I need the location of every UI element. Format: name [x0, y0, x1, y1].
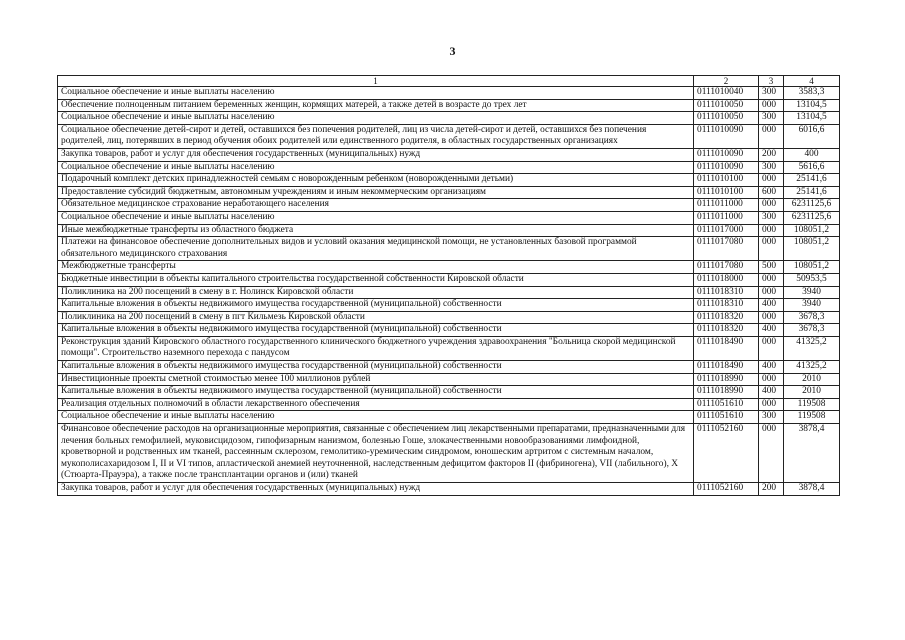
row-name-cell: Инвестиционные проекты сметной стоимостью менее 100 миллионов рублей [58, 373, 694, 386]
row-name-cell: Межбюджетные трансферты [58, 261, 694, 274]
row-code-cell: 0111018320 [694, 324, 759, 337]
row-type-cell: 400 [759, 386, 784, 399]
row-type-cell: 400 [759, 324, 784, 337]
row-name-cell: Поликлиника на 200 посещений в смену в г. Нолинск Кировской области [58, 286, 694, 299]
row-amount-cell: 3678,3 [784, 311, 840, 324]
row-amount-cell: 13104,5 [784, 99, 840, 112]
row-code-cell: 0111017000 [694, 224, 759, 237]
row-code-cell: 0111018310 [694, 286, 759, 299]
row-amount-cell: 119508 [784, 411, 840, 424]
row-amount-cell: 3583,3 [784, 87, 840, 100]
row-name-cell: Обязательное медицинское страхование неработающего населения [58, 199, 694, 212]
row-name-cell: Закупка товаров, работ и услуг для обеспечения государственных (муниципальных) нужд [58, 148, 694, 161]
row-type-cell: 400 [759, 361, 784, 374]
header-col-4: 4 [784, 76, 840, 87]
row-type-cell: 000 [759, 174, 784, 187]
row-amount-cell: 50953,5 [784, 273, 840, 286]
row-type-cell: 000 [759, 99, 784, 112]
row-type-cell: 200 [759, 148, 784, 161]
row-amount-cell: 119508 [784, 398, 840, 411]
row-name-cell: Предоставление субсидий бюджетным, автономным учреждениям и иным некоммерческим организациям [58, 186, 694, 199]
table-row [58, 87, 840, 100]
row-amount-cell: 25141,6 [784, 174, 840, 187]
table-row [58, 161, 840, 174]
row-name-cell: Капитальные вложения в объекты недвижимого имущества государственной (муниципальной) собственности [58, 324, 694, 337]
row-amount-cell: 2010 [784, 386, 840, 399]
row-amount-cell: 13104,5 [784, 112, 840, 125]
table-row [58, 424, 840, 483]
row-code-cell: 0111010090 [694, 161, 759, 174]
row-name-cell: Капитальные вложения в объекты недвижимого имущества государственной (муниципальной) собственности [58, 386, 694, 399]
row-type-cell: 200 [759, 483, 784, 496]
row-code-cell: 0111010040 [694, 87, 759, 100]
row-amount-cell: 400 [784, 148, 840, 161]
row-type-cell: 000 [759, 273, 784, 286]
row-amount-cell: 6231125,6 [784, 211, 840, 224]
row-amount-cell: 5616,6 [784, 161, 840, 174]
row-name-cell: Капитальные вложения в объекты недвижимого имущества государственной (муниципальной) собственности [58, 299, 694, 312]
table-row [58, 174, 840, 187]
row-type-cell: 400 [759, 299, 784, 312]
table-row [58, 211, 840, 224]
row-code-cell: 0111051610 [694, 398, 759, 411]
row-code-cell: 0111010090 [694, 148, 759, 161]
row-name-cell: Социальное обеспечение и иные выплаты населению [58, 411, 694, 424]
row-type-cell: 000 [759, 424, 784, 483]
row-code-cell: 0111051610 [694, 411, 759, 424]
row-amount-cell: 25141,6 [784, 186, 840, 199]
row-name-cell: Иные межбюджетные трансферты из областного бюджета [58, 224, 694, 237]
table-row [58, 324, 840, 337]
row-code-cell: 0111018490 [694, 336, 759, 360]
row-type-cell: 300 [759, 211, 784, 224]
table-row [58, 311, 840, 324]
row-name-cell: Платежи на финансовое обеспечение дополнительных видов и условий оказания медицинской помощи, не установленных базовой программой обязательного медицинского страхования [58, 237, 694, 261]
row-name-cell: Социальное обеспечение и иные выплаты населению [58, 161, 694, 174]
row-name-cell: Социальное обеспечение и иные выплаты населению [58, 211, 694, 224]
row-type-cell: 000 [759, 336, 784, 360]
row-name-cell: Поликлиника на 200 посещений в смену в пгт Кильмезь Кировской области [58, 311, 694, 324]
header-col-1: 1 [58, 76, 694, 87]
row-name-cell: Реализация отдельных полномочий в области лекарственного обеспечения [58, 398, 694, 411]
row-type-cell: 000 [759, 199, 784, 212]
row-code-cell: 0111017080 [694, 237, 759, 261]
row-amount-cell: 108051,2 [784, 261, 840, 274]
row-type-cell: 000 [759, 124, 784, 148]
row-amount-cell: 3878,4 [784, 424, 840, 483]
row-type-cell: 300 [759, 87, 784, 100]
row-type-cell: 000 [759, 224, 784, 237]
row-type-cell: 000 [759, 398, 784, 411]
row-name-cell: Социальное обеспечение и иные выплаты населению [58, 87, 694, 100]
row-code-cell: 0111052160 [694, 424, 759, 483]
row-code-cell: 0111010100 [694, 186, 759, 199]
table-row [58, 386, 840, 399]
row-amount-cell: 2010 [784, 373, 840, 386]
row-amount-cell: 3940 [784, 299, 840, 312]
row-type-cell: 300 [759, 161, 784, 174]
row-code-cell: 0111010050 [694, 112, 759, 125]
row-amount-cell: 108051,2 [784, 224, 840, 237]
row-code-cell: 0111052160 [694, 483, 759, 496]
row-code-cell: 0111010050 [694, 99, 759, 112]
row-type-cell: 000 [759, 373, 784, 386]
row-code-cell: 0111018000 [694, 273, 759, 286]
table-row [58, 124, 840, 148]
table-row [58, 273, 840, 286]
row-amount-cell: 41325,2 [784, 336, 840, 360]
row-code-cell: 0111018310 [694, 299, 759, 312]
row-code-cell: 0111018490 [694, 361, 759, 374]
table-row [58, 199, 840, 212]
table-row [58, 483, 840, 496]
row-amount-cell: 6016,6 [784, 124, 840, 148]
row-amount-cell: 41325,2 [784, 361, 840, 374]
table-row [58, 224, 840, 237]
table-row [58, 299, 840, 312]
row-code-cell: 0111010090 [694, 124, 759, 148]
table-row [58, 336, 840, 360]
table-row [58, 398, 840, 411]
row-amount-cell: 3878,4 [784, 483, 840, 496]
row-type-cell: 000 [759, 286, 784, 299]
table-row [58, 361, 840, 374]
table-row [58, 411, 840, 424]
row-name-cell: Реконструкция зданий Кировского областного государственного клинического бюджетного учреждения здравоохранения "Больница скорой медицинской помощи". Строительство наземного перехода с пандусом [58, 336, 694, 360]
row-type-cell: 300 [759, 411, 784, 424]
row-type-cell: 500 [759, 261, 784, 274]
header-col-3: 3 [759, 76, 784, 87]
page-number: 3 [449, 44, 456, 58]
row-name-cell: Обеспечение полноценным питанием беременных женщин, кормящих матерей, а также детей в возрасте до трех лет [58, 99, 694, 112]
row-name-cell: Социальное обеспечение и иные выплаты населению [58, 112, 694, 125]
row-amount-cell: 6231125,6 [784, 199, 840, 212]
budget-table [57, 75, 840, 496]
row-type-cell: 600 [759, 186, 784, 199]
row-code-cell: 0111010100 [694, 174, 759, 187]
row-amount-cell: 3678,3 [784, 324, 840, 337]
row-code-cell: 0111018320 [694, 311, 759, 324]
table-row [58, 186, 840, 199]
table-row [58, 112, 840, 125]
row-amount-cell: 108051,2 [784, 237, 840, 261]
table-row [58, 261, 840, 274]
table-row [58, 286, 840, 299]
row-code-cell: 0111011000 [694, 199, 759, 212]
row-code-cell: 0111011000 [694, 211, 759, 224]
row-name-cell: Подарочный комплект детских принадлежностей семьям с новорожденным ребенком (новорожденными детьми) [58, 174, 694, 187]
row-name-cell: Бюджетные инвестиции в объекты капитального строительства государственной собственности Кировской области [58, 273, 694, 286]
row-name-cell: Социальное обеспечение детей-сирот и детей, оставшихся без попечения родителей, лиц из числа детей-сирот и детей, оставшихся без попечения родителей, лиц, потерявших в период обучения обоих родителей или единственного родителя, в областных государственных организациях [58, 124, 694, 148]
table-row [58, 237, 840, 261]
table-row [58, 148, 840, 161]
row-code-cell: 0111017080 [694, 261, 759, 274]
table-row [58, 373, 840, 386]
header-row [58, 76, 840, 87]
table-row [58, 99, 840, 112]
row-name-cell: Капитальные вложения в объекты недвижимого имущества государственной (муниципальной) собственности [58, 361, 694, 374]
row-code-cell: 0111018990 [694, 386, 759, 399]
row-name-cell: Закупка товаров, работ и услуг для обеспечения государственных (муниципальных) нужд [58, 483, 694, 496]
row-name-cell: Финансовое обеспечение расходов на организационные мероприятия, связанные с обеспечением лиц лекарственными препаратами, предназначенными для лечения больных гемофилией, муковисцидозом, гипофизарным нанизмом, болезнью Гоше, злокачественными новообразованиями лимфоидной, кроветворной и родственных им тканей, рассеянным склерозом, гемолитико-уремическим синдромом, юношеским артритом с системным началом, мукополисахаридозом I, II и VI типов, апластической анемией неуточненной, наследственным дефицитом факторов II (фибриногена), VII (лабильного), X (Стюарта-Прауэра), а также после трансплантации органов и (или) тканей [58, 424, 694, 483]
row-type-cell: 000 [759, 311, 784, 324]
row-code-cell: 0111018990 [694, 373, 759, 386]
header-col-2: 2 [694, 76, 759, 87]
row-amount-cell: 3940 [784, 286, 840, 299]
row-type-cell: 300 [759, 112, 784, 125]
row-type-cell: 000 [759, 237, 784, 261]
